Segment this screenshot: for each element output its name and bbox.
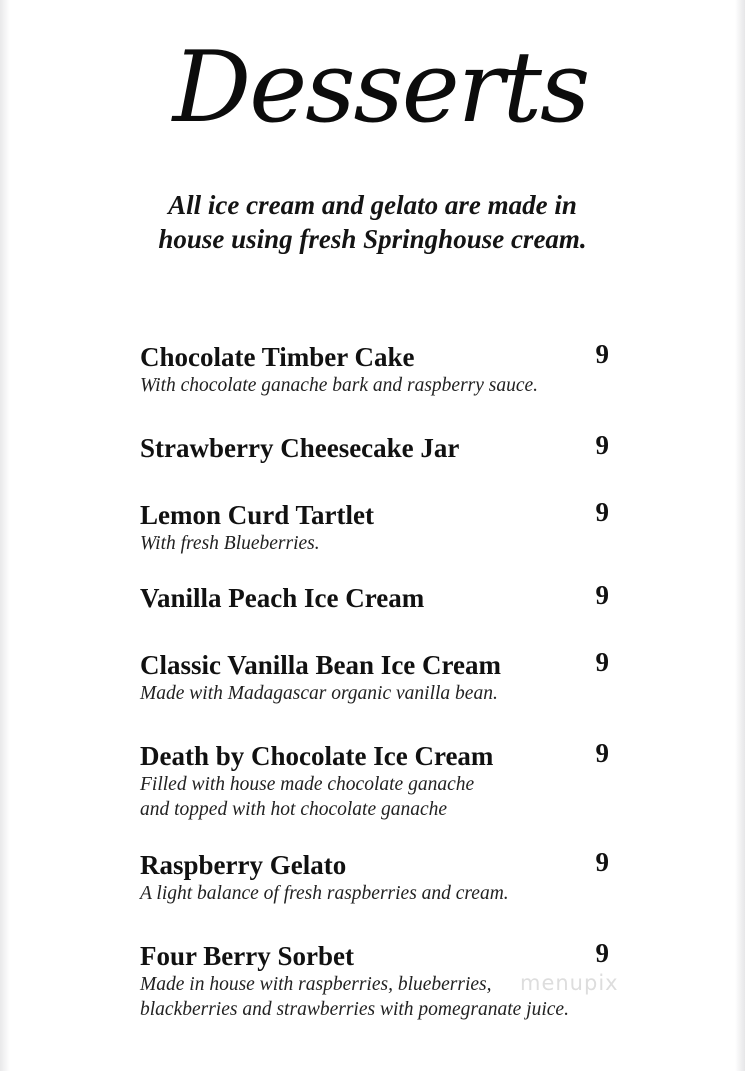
item-price: 9 <box>595 497 609 527</box>
item-description: Made with Madagascar organic vanilla bean. <box>140 683 498 704</box>
item-name: Strawberry Cheesecake Jar <box>140 433 460 463</box>
item-name: Lemon Curd Tartlet <box>140 500 375 530</box>
item-price: 9 <box>595 847 609 877</box>
item-price: 9 <box>595 938 609 968</box>
item-description: A light balance of fresh raspberries and cream. <box>140 883 509 904</box>
watermark: menupix <box>520 971 619 995</box>
item-description: Filled with house made chocolate ganache <box>140 774 475 795</box>
intro-text <box>60 188 685 256</box>
item-name: Death by Chocolate Ice Cream <box>140 741 494 771</box>
item-description: Made in house with raspberries, blueberries, <box>140 974 492 995</box>
item-description: and topped with hot chocolate ganache <box>140 799 448 820</box>
item-price: 9 <box>595 430 609 460</box>
menu-item <box>140 499 615 556</box>
menu-item <box>140 432 615 464</box>
item-description: With chocolate ganache bark and raspberry sauce. <box>140 375 539 396</box>
item-price: 9 <box>595 738 609 768</box>
item-name: Raspberry Gelato <box>140 850 347 880</box>
page-title: Desserts <box>172 31 589 145</box>
item-name: Classic Vanilla Bean Ice Cream <box>140 650 502 680</box>
item-price: 9 <box>595 647 609 677</box>
item-name: Chocolate Timber Cake <box>140 342 415 372</box>
item-name: Vanilla Peach Ice Cream <box>140 583 425 613</box>
menu-item <box>140 849 615 906</box>
page-edge-right <box>735 0 745 1071</box>
menu-item <box>140 740 615 822</box>
menu-item <box>140 582 615 614</box>
item-price: 9 <box>595 339 609 369</box>
item-description: blackberries and strawberries with pomegranate juice. <box>140 999 569 1020</box>
intro-line: All ice cream and gelato are made in <box>168 190 577 220</box>
item-name: Four Berry Sorbet <box>140 941 354 971</box>
menu-item <box>140 341 615 398</box>
item-description: With fresh Blueberries. <box>140 533 320 554</box>
menu-item <box>140 649 615 706</box>
page-edge-left <box>0 0 10 1071</box>
intro-line: house using fresh Springhouse cream. <box>158 224 587 254</box>
item-price: 9 <box>595 580 609 610</box>
